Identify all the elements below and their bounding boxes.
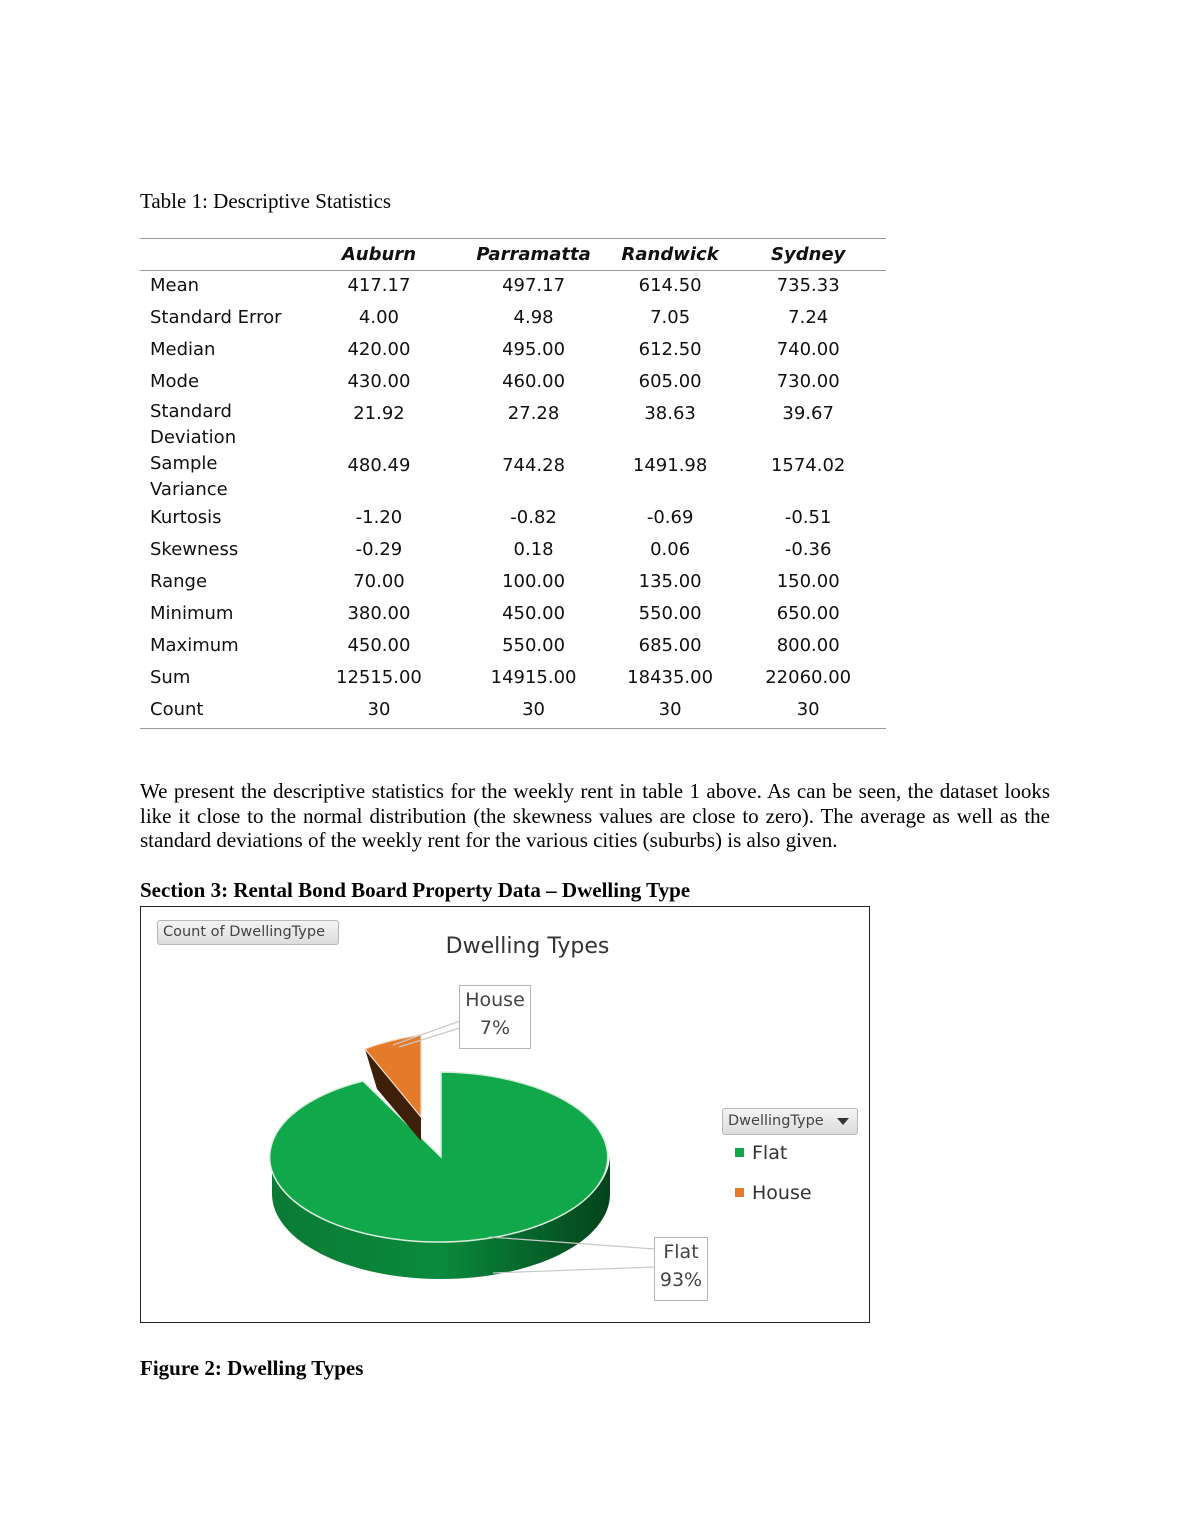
- table-cell: 135.00: [638, 570, 702, 592]
- table-cell: 480.49: [347, 454, 411, 476]
- table-cell: 380.00: [347, 602, 411, 624]
- row-label: Mode: [150, 370, 200, 392]
- header-cell: [140, 239, 301, 271]
- table-row: [140, 303, 886, 335]
- table-cell: 450.00: [347, 634, 411, 656]
- row-label: Range: [150, 570, 208, 592]
- table-cell: 495.00: [502, 338, 566, 360]
- legend-swatch-house: [735, 1188, 744, 1197]
- table-cell: 70.00: [353, 570, 405, 592]
- table-cell: 460.00: [502, 370, 566, 392]
- table-cell: 4.00: [358, 306, 399, 328]
- legend-label-house: House: [752, 1182, 812, 1204]
- table-cell: 740.00: [776, 338, 840, 360]
- description-paragraph: We present the descriptive statistics for the weekly rent in table 1 above. As can be seen, the dataset looks like it close to the normal distribution (the skewness values are close to zero). The average as well as the standard deviations of the weekly rent for the various cities (suburbs) is also given.: [140, 779, 1050, 852]
- legend-swatch-flat: [735, 1148, 744, 1157]
- table-cell: 1491.98: [632, 454, 708, 476]
- table-cell: 497.17: [502, 275, 566, 296]
- table-row: [140, 599, 886, 631]
- row-label: Skewness: [150, 538, 239, 560]
- table-cell: 30: [457, 695, 610, 729]
- table-cell: 4.98: [513, 306, 554, 328]
- count-of-dwellingtype-field-button[interactable]: Count of DwellingType: [157, 920, 339, 945]
- table-row: [140, 695, 886, 729]
- table-row: [140, 535, 886, 567]
- table-row: [140, 663, 886, 695]
- header-cell: Randwick: [610, 239, 730, 271]
- table-cell: -0.29: [355, 538, 403, 560]
- table-cell: 12515.00: [336, 666, 422, 688]
- table-cell: 450.00: [502, 602, 566, 624]
- pie-slice-flat: [270, 1072, 608, 1242]
- table-cell: -0.82: [510, 506, 557, 528]
- chart-title: Dwelling Types: [445, 934, 610, 959]
- legend-item-house: [735, 1182, 812, 1204]
- table-row: [140, 451, 886, 503]
- table-row: [140, 631, 886, 663]
- table-cell: 612.50: [638, 338, 702, 360]
- table-cell: 30: [301, 695, 458, 729]
- table-cell: 100.00: [502, 570, 566, 592]
- table-cell: 39.67: [782, 402, 834, 424]
- table-cell: -1.20: [355, 506, 403, 528]
- house-label-pct: 7%: [479, 1017, 511, 1039]
- table-cell: 22060.00: [765, 666, 852, 688]
- table-row: [140, 503, 886, 535]
- table-row: [140, 271, 886, 303]
- table-cell: 800.00: [776, 634, 840, 656]
- legend-label-flat: Flat: [752, 1142, 788, 1164]
- table-cell: 21.92: [353, 402, 405, 424]
- table-row: [140, 567, 886, 599]
- header-cell: Auburn: [301, 239, 458, 271]
- table-cell: 38.63: [644, 402, 696, 424]
- table-cell: 550.00: [502, 634, 566, 656]
- table-body: [140, 271, 886, 729]
- pie-chart: [140, 906, 870, 1323]
- table-header-row: [140, 239, 886, 271]
- table-row: [140, 399, 886, 451]
- row-label: Median: [150, 338, 216, 360]
- dropdown-arrow-icon[interactable]: [837, 1118, 849, 1125]
- table-caption: Table 1: Descriptive Statistics: [140, 189, 392, 213]
- flat-label-pct: 93%: [659, 1269, 703, 1291]
- descriptive-statistics-table: [140, 238, 886, 729]
- table-cell: 730.00: [776, 370, 840, 392]
- table-cell: -0.69: [646, 506, 694, 528]
- flat-label-name: Flat: [663, 1241, 699, 1263]
- table-cell: 30: [610, 695, 730, 729]
- house-label-name: House: [465, 989, 525, 1011]
- dwellingtype-filter-label: DwellingType: [728, 1113, 824, 1129]
- row-label: Minimum: [150, 602, 234, 624]
- table-cell: 30: [730, 695, 886, 729]
- row-label: Maximum: [150, 634, 239, 656]
- table-cell: 1574.02: [770, 454, 846, 476]
- table-cell: 735.33: [776, 275, 840, 296]
- dwellingtype-filter-button[interactable]: [722, 1108, 858, 1135]
- table-row: [140, 335, 886, 367]
- row-label: Sample Variance: [150, 452, 228, 500]
- legend-item-flat: [735, 1142, 787, 1164]
- table-cell: 550.00: [638, 602, 702, 624]
- table-cell: -0.36: [784, 538, 832, 560]
- section-title: Section 3: Rental Bond Board Property Data – Dwelling Type: [140, 878, 691, 902]
- table-cell: 744.28: [502, 454, 566, 476]
- table-cell: 605.00: [638, 370, 702, 392]
- table-cell: 650.00: [776, 602, 840, 624]
- table-cell: 0.18: [513, 538, 554, 560]
- table-cell: 417.17: [347, 275, 411, 296]
- row-label: Standard Deviation: [150, 400, 237, 448]
- table-cell: 430.00: [347, 370, 411, 392]
- header-cell: Sydney: [730, 239, 886, 271]
- table-cell: 14915.00: [490, 666, 577, 688]
- table-cell: 27.28: [507, 402, 560, 424]
- table-row: [140, 367, 886, 399]
- house-data-label: [459, 985, 531, 1049]
- row-label: Mean: [150, 275, 200, 296]
- row-label: Sum: [150, 666, 191, 688]
- table-cell: 0.06: [650, 538, 691, 560]
- figure-caption: Figure 2: Dwelling Types: [140, 1356, 364, 1380]
- row-label: Standard Error: [150, 306, 282, 328]
- table-cell: 150.00: [776, 570, 840, 592]
- row-label: Kurtosis: [150, 506, 222, 528]
- table-cell: 7.24: [788, 306, 829, 328]
- header-cell: Parramatta: [457, 239, 610, 271]
- flat-data-label: [654, 1237, 708, 1301]
- table-cell: 7.05: [650, 306, 691, 328]
- table-cell: 685.00: [638, 634, 702, 656]
- table-cell: 614.50: [638, 275, 702, 296]
- table-cell: 420.00: [347, 338, 411, 360]
- table-cell: 18435.00: [627, 666, 714, 688]
- row-label: Count: [140, 695, 301, 729]
- table-cell: -0.51: [784, 506, 832, 528]
